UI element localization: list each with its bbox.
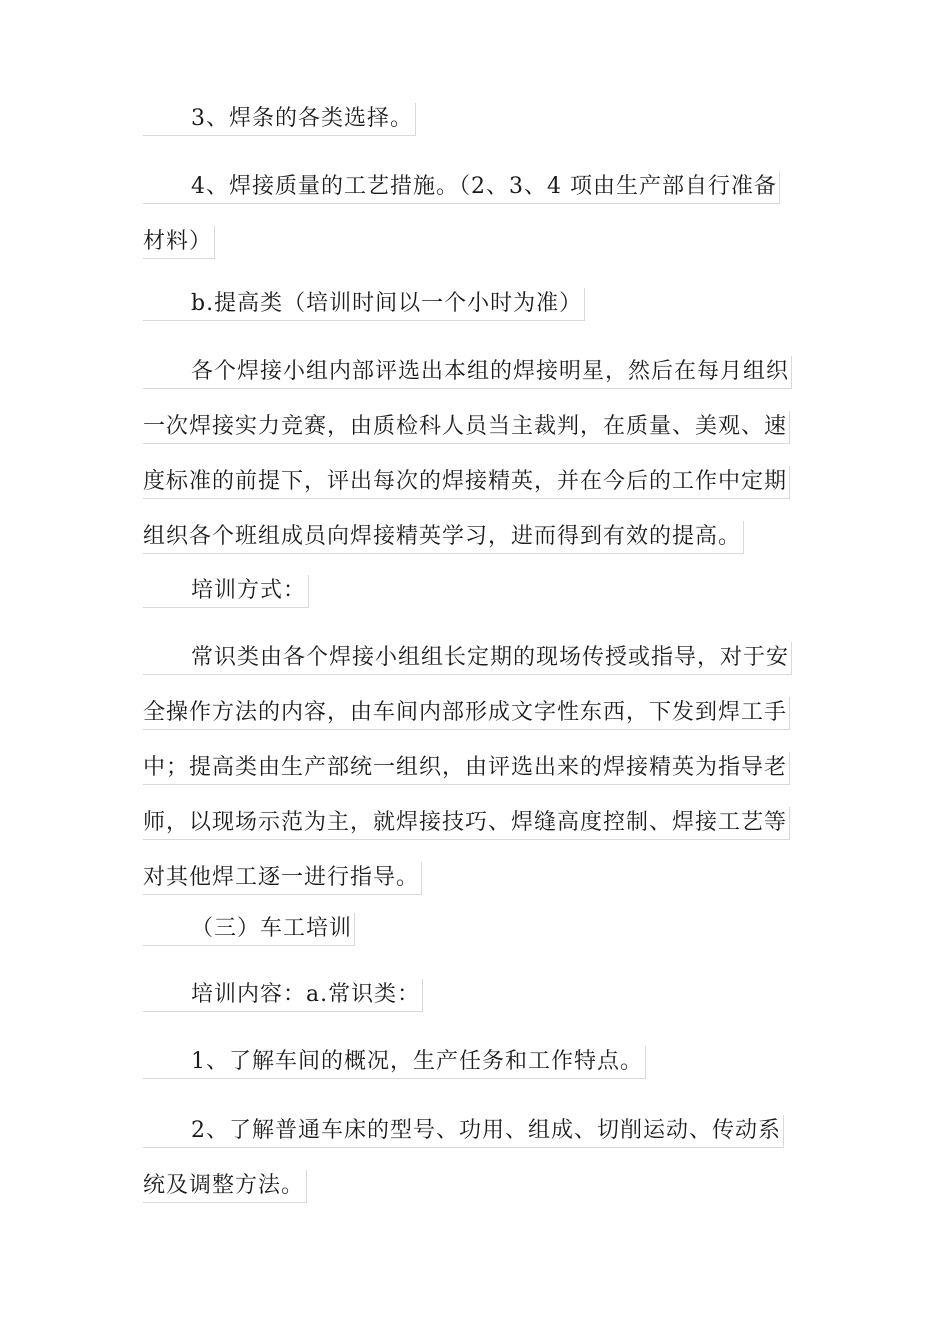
text-line: 组织各个班组成员向焊接精英学习，进而得到有效的提高。 [143, 521, 744, 554]
text-line: 材料） [143, 226, 215, 259]
text-line: 常识类由各个焊接小组组长定期的现场传授或指导，对于安 [143, 642, 792, 675]
paragraph-6 [143, 642, 815, 917]
paragraph-5 [143, 575, 815, 630]
paragraph-8 [143, 979, 815, 1034]
text-line: 一次焊接实力竞赛，由质检科人员当主裁判，在质量、美观、速 [143, 411, 790, 444]
text-line: 培训内容：a.常识类： [143, 979, 423, 1012]
text-line: 度标准的前提下，评出每次的焊接精英，并在今后的工作中定期 [143, 466, 790, 499]
text-line: （三）车工培训 [143, 913, 355, 946]
paragraph-9 [143, 1046, 815, 1101]
text-line: 统及调整方法。 [143, 1170, 307, 1203]
text-line: 培训方式： [143, 575, 309, 608]
paragraph-10 [143, 1115, 815, 1225]
text-line: 4、焊接质量的工艺措施。（2、3、4 项由生产部自行准备 [143, 171, 780, 204]
paragraph-3 [143, 288, 815, 343]
text-line: 3、焊条的各类选择。 [143, 103, 416, 136]
text-line: 2、了解普通车床的型号、功用、组成、切削运动、传动系 [143, 1115, 784, 1148]
paragraph-4 [143, 356, 815, 576]
text-line: 全操作方法的内容，由车间内部形成文字性东西，下发到焊工手 [143, 697, 790, 730]
paragraph-2 [143, 171, 815, 281]
section-heading [143, 913, 815, 968]
text-line: 各个焊接小组内部评选出本组的焊接明星，然后在每月组织 [143, 356, 792, 389]
text-line: 1、了解车间的概况，生产任务和工作特点。 [143, 1046, 646, 1079]
text-line: 对其他焊工逐一进行指导。 [143, 862, 422, 895]
paragraph-1 [143, 103, 815, 158]
text-line: b.提高类（培训时间以一个小时为准） [143, 288, 585, 321]
text-line: 中；提高类由生产部统一组织，由评选出来的焊接精英为指导老 [143, 752, 790, 785]
text-line: 师，以现场示范为主，就焊接技巧、焊缝高度控制、焊接工艺等 [143, 807, 790, 840]
